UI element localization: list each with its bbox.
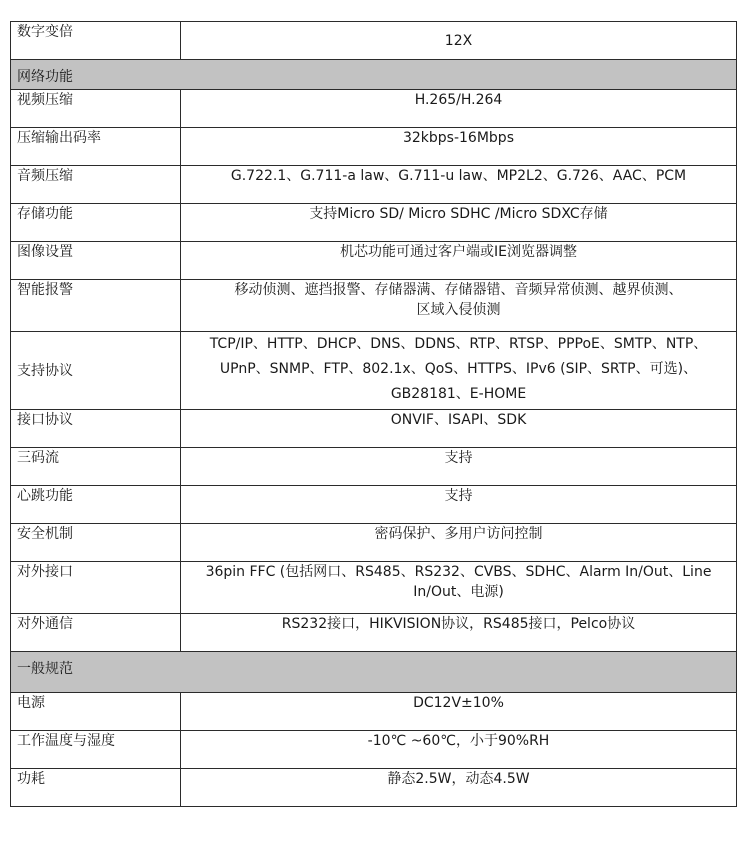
- row-label: 心跳功能: [11, 486, 181, 524]
- row-value: 机芯功能可通过客户端或IE浏览器调整: [181, 242, 737, 280]
- table-row: [11, 280, 737, 332]
- table-row: [11, 562, 737, 614]
- value-line: In/Out、电源): [413, 584, 504, 600]
- row-value: -10℃ ~60℃，小于90%RH: [181, 731, 737, 769]
- section-header: [11, 60, 737, 90]
- row-label: 工作温度与湿度: [11, 731, 181, 769]
- table-row: [11, 242, 737, 280]
- row-label: 接口协议: [11, 410, 181, 448]
- row-value: 支持: [181, 448, 737, 486]
- table-row: [11, 90, 737, 128]
- value-line: 移动侦测、遮挡报警、存储器满、存储器错、音频异常侦测、越界侦测、: [234, 282, 683, 298]
- row-label: 音频压缩: [11, 166, 181, 204]
- row-value: ONVIF、ISAPI、SDK: [181, 410, 737, 448]
- table-row: [11, 693, 737, 731]
- row-label: 视频压缩: [11, 90, 181, 128]
- value-line: GB28181、E-HOME: [390, 386, 527, 402]
- value-line: 36pin FFC (包括网口、RS485、RS232、CVBS、SDHC、Alarm In/Out、Line: [205, 564, 712, 580]
- row-value: RS232接口，HIKVISION协议，RS485接口，Pelco协议: [181, 614, 737, 652]
- value-line: UPnP、SNMP、FTP、802.1x、QoS、HTTPS、IPv6 (SIP、SRTP、可选)、: [219, 361, 698, 377]
- row-label: 对外接口: [11, 562, 181, 614]
- row-value: 支持Micro SD/ Micro SDHC /Micro SDXC存储: [181, 204, 737, 242]
- value-line: 区域入侵侦测: [416, 302, 501, 318]
- table-row: [11, 614, 737, 652]
- row-value: [181, 562, 737, 614]
- row-value: G.722.1、G.711-a law、G.711-u law、MP2L2、G.726、AAC、PCM: [181, 166, 737, 204]
- section-header: [11, 652, 737, 693]
- table-row: [11, 769, 737, 807]
- row-value: 12X: [181, 22, 737, 60]
- table-row: [11, 332, 737, 410]
- value-line: TCP/IP、HTTP、DHCP、DNS、DDNS、RTP、RTSP、PPPoE、SMTP、NTP、: [209, 336, 708, 352]
- row-label: 安全机制: [11, 524, 181, 562]
- spec-table: [10, 21, 737, 807]
- table-row: [11, 731, 737, 769]
- table-row: [11, 128, 737, 166]
- row-label: 压缩输出码率: [11, 128, 181, 166]
- row-label: 支持协议: [11, 332, 181, 410]
- table-row: [11, 204, 737, 242]
- row-value: 32kbps-16Mbps: [181, 128, 737, 166]
- table-row: [11, 524, 737, 562]
- row-label: 功耗: [11, 769, 181, 807]
- row-value: 支持: [181, 486, 737, 524]
- row-label: 对外通信: [11, 614, 181, 652]
- row-label: 智能报警: [11, 280, 181, 332]
- row-value: 静态2.5W，动态4.5W: [181, 769, 737, 807]
- table-row: [11, 22, 737, 60]
- row-value: 密码保护、多用户访问控制: [181, 524, 737, 562]
- row-value: [181, 280, 737, 332]
- section-title: 网络功能: [11, 60, 737, 90]
- table-row: [11, 486, 737, 524]
- row-label: 图像设置: [11, 242, 181, 280]
- row-value: DC12V±10%: [181, 693, 737, 731]
- row-label: 三码流: [11, 448, 181, 486]
- section-title: 一般规范: [11, 652, 737, 693]
- row-value: H.265/H.264: [181, 90, 737, 128]
- table-row: [11, 166, 737, 204]
- table-row: [11, 448, 737, 486]
- row-label: 数字变倍: [11, 22, 181, 60]
- row-label: 存储功能: [11, 204, 181, 242]
- row-value: [181, 332, 737, 410]
- row-label: 电源: [11, 693, 181, 731]
- table-row: [11, 410, 737, 448]
